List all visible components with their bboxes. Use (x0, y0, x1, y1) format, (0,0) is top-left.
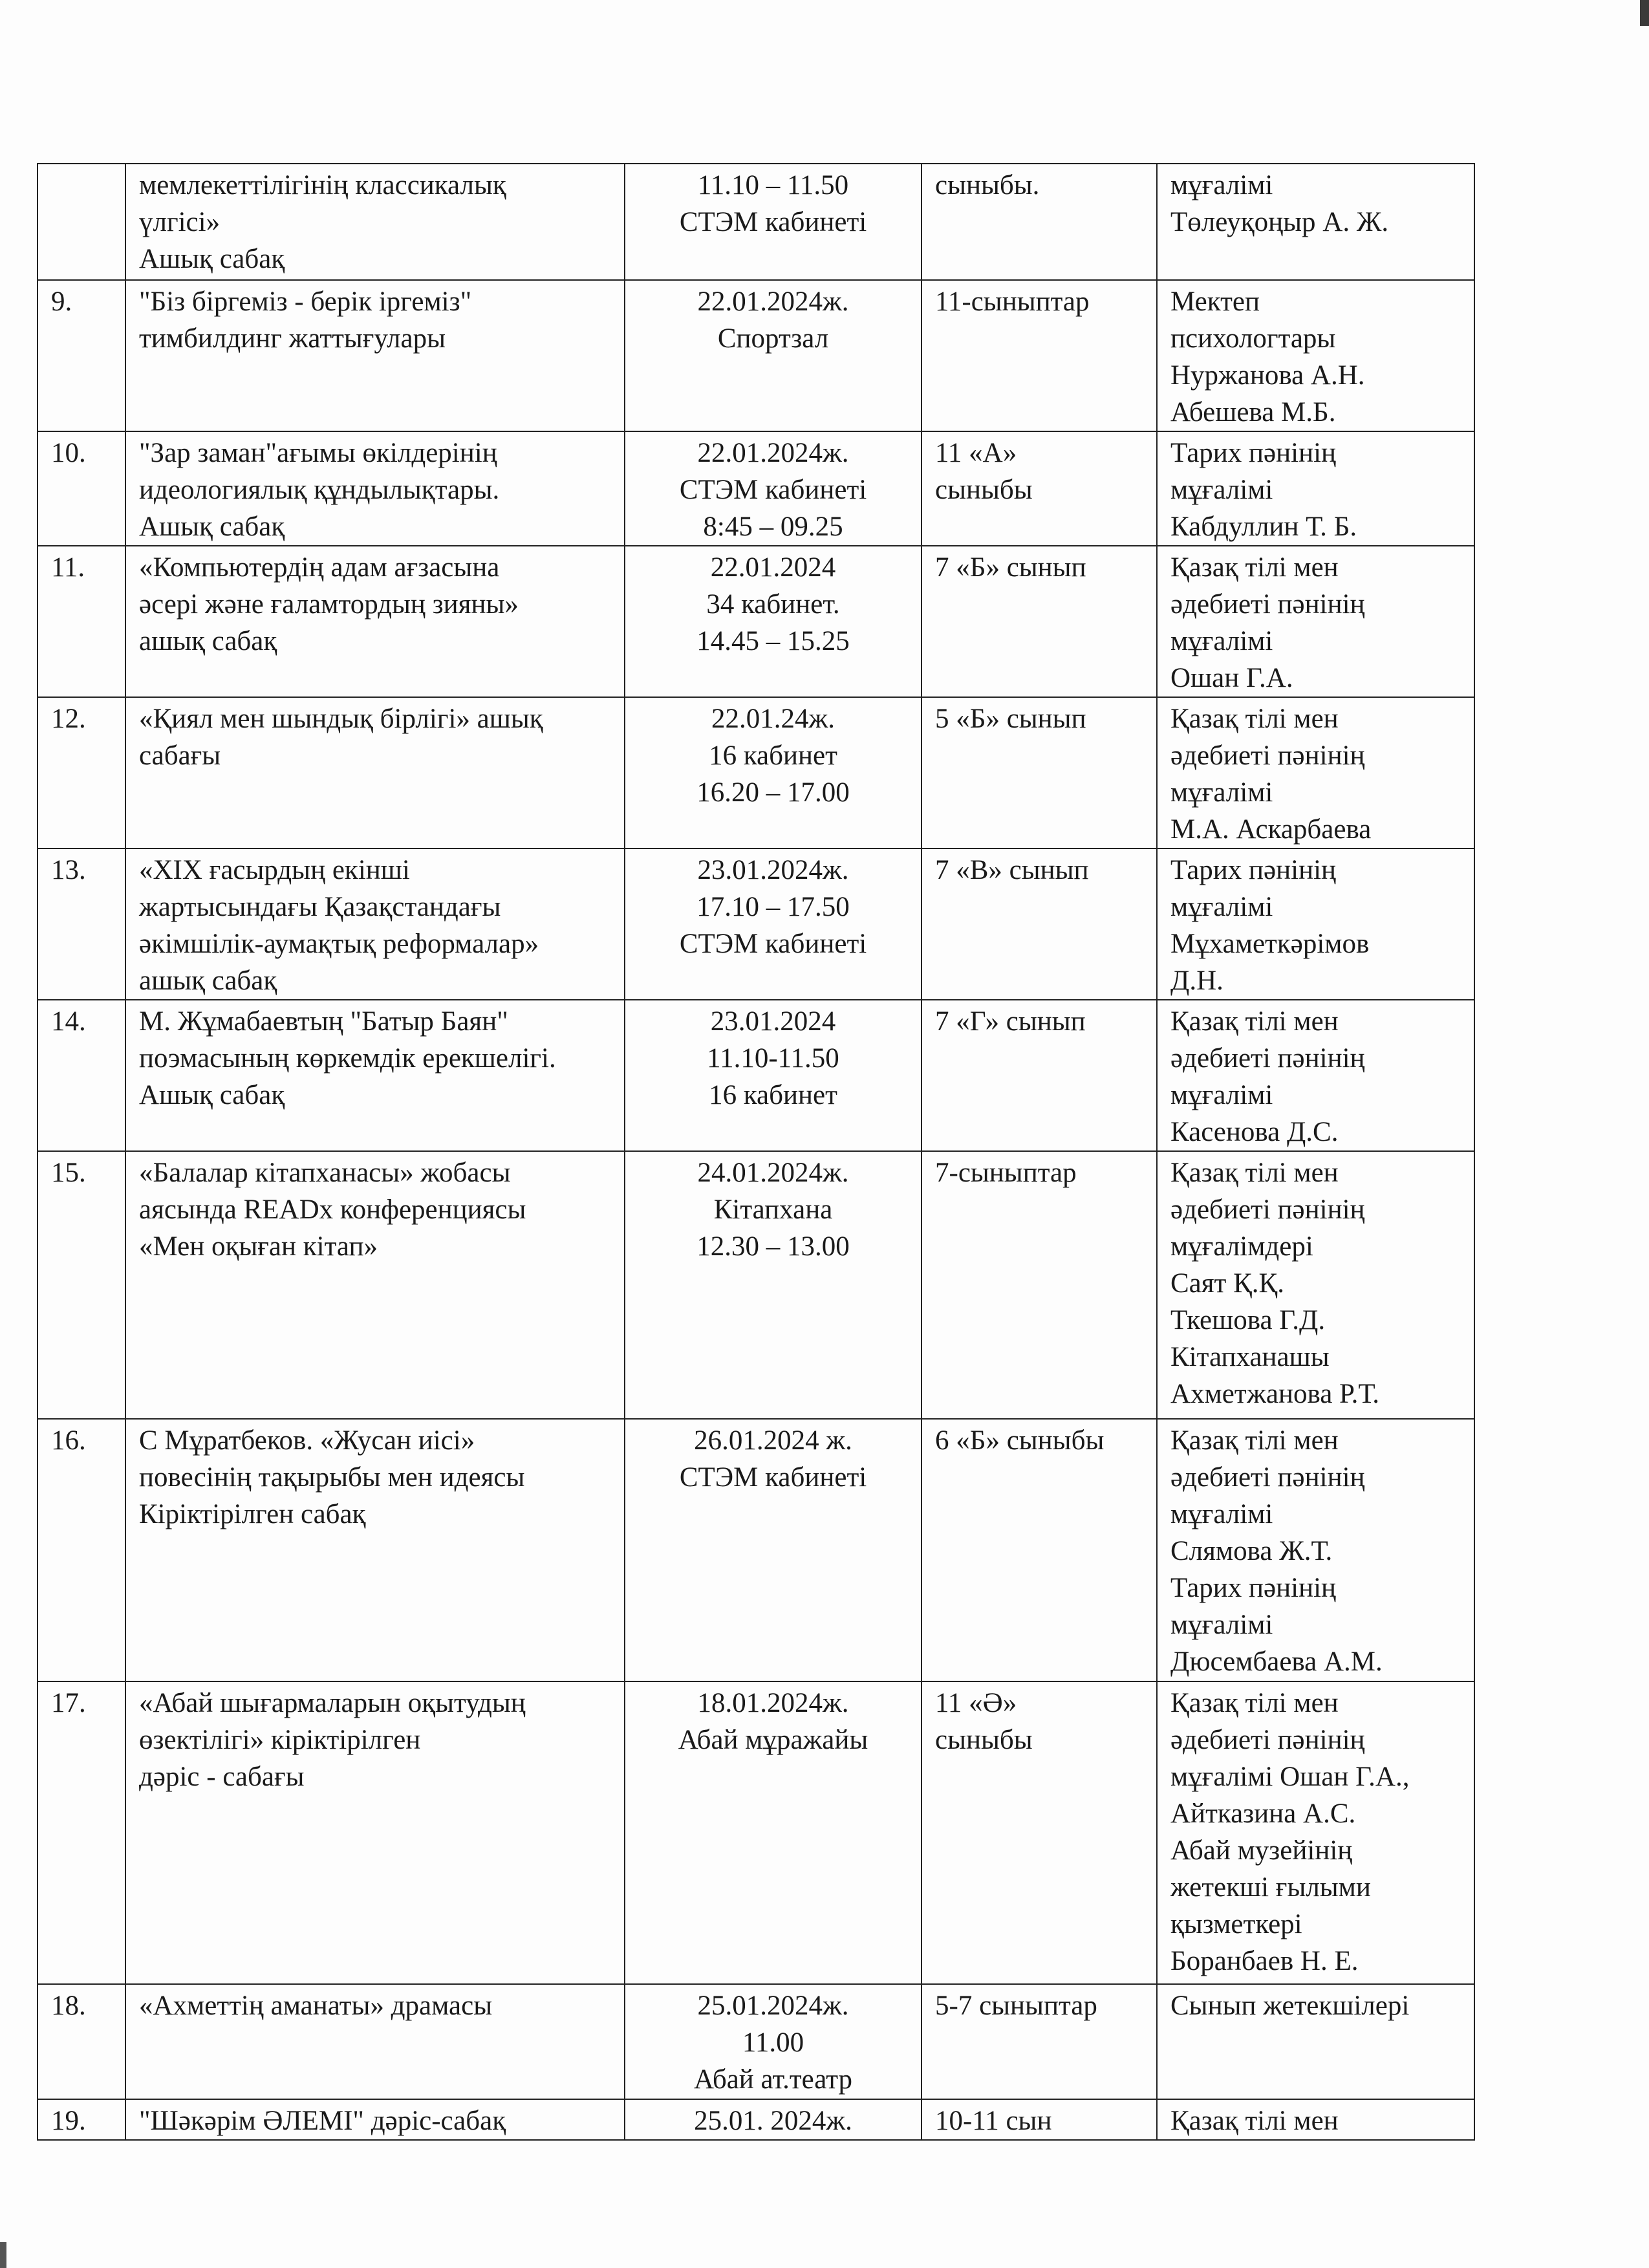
table-row (38, 164, 1474, 280)
event-date-place-cell (625, 2099, 921, 2140)
row-number-cell (38, 1151, 125, 1419)
event-title-line: М. Жұмабаевтың "Батыр Баян" (139, 1006, 508, 1037)
event-title-line: "Шәкәрім ӘЛЕМІ" дәріс-сабақ (139, 2106, 506, 2136)
table-row (38, 2099, 1474, 2140)
events-table-body (38, 164, 1474, 2140)
participants-cell (921, 1984, 1157, 2099)
event-date-place-line: 11.10 – 11.50 (697, 170, 849, 200)
event-title-line: идеологиялық құндылықтары. (139, 475, 500, 505)
event-date-place-cell (625, 164, 921, 280)
participants-line: 5 «Б» сынып (935, 704, 1086, 734)
responsible-persons-line: Қазақ тілі мен (1170, 1425, 1339, 1456)
table-row (38, 697, 1474, 848)
responsible-persons-line: Сынып жетекшілері (1170, 1991, 1410, 2021)
responsible-persons-line: Мектеп (1170, 286, 1260, 317)
row-number: 9. (51, 286, 72, 317)
responsible-persons-line: Тарих пәнінің (1170, 855, 1337, 885)
event-date-place-cell (625, 1984, 921, 2099)
responsible-persons-line: әдебиеті пәнінің (1170, 1194, 1365, 1225)
event-date-place-line: 22.01.2024 (710, 552, 836, 583)
responsible-persons-line: мұғалімі (1170, 1499, 1273, 1529)
event-title-line: Кіріктірілген сабақ (139, 1499, 366, 1529)
event-title-line: «Балалар кітапханасы» жобасы (139, 1158, 511, 1188)
event-date-place-cell (625, 546, 921, 697)
row-number-cell (38, 697, 125, 848)
event-date-place-line: СТЭМ кабинеті (679, 475, 867, 505)
event-date-place-line: Абай мұражайы (678, 1725, 868, 1755)
event-date-place-line: 16 кабинет (709, 1080, 837, 1110)
event-title-cell (125, 164, 625, 280)
row-number-cell (38, 164, 125, 280)
event-date-place-line: 22.01.24ж. (711, 704, 835, 734)
responsible-persons-line: мұғалімі (1170, 1080, 1273, 1110)
event-title-line: "Біз біргеміз - берік іргеміз" (139, 286, 472, 317)
table-row (38, 280, 1474, 431)
row-number-cell (38, 848, 125, 1000)
event-date-place-line: 22.01.2024ж. (697, 286, 849, 317)
participants-line: 7 «В» сынып (935, 855, 1089, 885)
responsible-persons-cell (1157, 164, 1474, 280)
participants-line: 11 «А» (935, 438, 1017, 468)
responsible-persons-line: Айтказина А.С. (1170, 1798, 1356, 1829)
event-title-line: повесінің тақырыбы мен идеясы (139, 1462, 525, 1493)
row-number: 11. (51, 552, 85, 583)
event-date-place-line: СТЭМ кабинеті (679, 929, 867, 959)
event-title-cell (125, 1984, 625, 2099)
responsible-persons-cell (1157, 697, 1474, 848)
event-title-line: ашық сабақ (139, 626, 277, 656)
event-title-line: «Абай шығармаларын оқытудың (139, 1688, 526, 1718)
row-number: 18. (51, 1991, 86, 2021)
event-title-line: әсері және ғаламтордың зияны» (139, 589, 519, 620)
event-title-line: тимбилдинг жаттығулары (139, 323, 446, 354)
event-date-place-line: СТЭМ кабинеті (679, 207, 867, 237)
responsible-persons-line: Нуржанова А.Н. (1170, 360, 1365, 391)
participants-line: 7 «Г» сынып (935, 1006, 1086, 1037)
responsible-persons-cell (1157, 546, 1474, 697)
event-title-line: жартысындағы Қазақстандағы (139, 892, 501, 922)
responsible-persons-cell (1157, 1681, 1474, 1984)
responsible-persons-line: психологтары (1170, 323, 1336, 354)
responsible-persons-line: Төлеуқоңыр А. Ж. (1170, 207, 1389, 237)
event-title-line: «ХІХ ғасырдың екінші (139, 855, 410, 885)
responsible-persons-line: Ошан Г.А. (1170, 663, 1293, 693)
responsible-persons-line: әдебиеті пәнінің (1170, 740, 1365, 771)
participants-line: 7 «Б» сынып (935, 552, 1086, 583)
responsible-persons-line: мұғалімі Ошан Г.А., (1170, 1762, 1410, 1792)
event-date-place-line: 24.01.2024ж. (697, 1158, 849, 1188)
event-title-cell (125, 546, 625, 697)
responsible-persons-line: Кабдуллин Т. Б. (1170, 512, 1357, 542)
participants-cell (921, 1000, 1157, 1151)
responsible-persons-line: Қазақ тілі мен (1170, 2106, 1339, 2136)
row-number: 12. (51, 704, 86, 734)
table-row (38, 1984, 1474, 2099)
row-number-cell (38, 280, 125, 431)
event-date-place-line: 16.20 – 17.00 (696, 777, 850, 808)
responsible-persons-line: Абай музейінің (1170, 1835, 1353, 1866)
responsible-persons-line: Боранбаев Н. Е. (1170, 1946, 1359, 1976)
event-title-cell (125, 848, 625, 1000)
responsible-persons-line: мұғалімі (1170, 170, 1273, 200)
row-number-cell (38, 1681, 125, 1984)
participants-line: 5-7 сыныптар (935, 1991, 1097, 2021)
table-row (38, 546, 1474, 697)
event-title-line: мемлекеттілігінің классикалық (139, 170, 506, 200)
participants-line: сыныбы (935, 1725, 1033, 1755)
event-date-place-cell (625, 848, 921, 1000)
responsible-persons-line: Қазақ тілі мен (1170, 1688, 1339, 1718)
event-date-place-cell (625, 1151, 921, 1419)
responsible-persons-line: Слямова Ж.Т. (1170, 1536, 1333, 1566)
event-date-place-line: Абай ат.театр (693, 2064, 853, 2095)
participants-line: 10-11 сын (935, 2106, 1052, 2136)
responsible-persons-line: әдебиеті пәнінің (1170, 1725, 1365, 1755)
responsible-persons-line: мұғалімі (1170, 777, 1273, 808)
event-date-place-cell (625, 431, 921, 546)
participants-line: 11-сыныптар (935, 286, 1090, 317)
event-title-cell (125, 431, 625, 546)
responsible-persons-line: Қазақ тілі мен (1170, 704, 1339, 734)
responsible-persons-cell (1157, 1984, 1474, 2099)
responsible-persons-line: Қазақ тілі мен (1170, 1158, 1339, 1188)
participants-line: 6 «Б» сыныбы (935, 1425, 1105, 1456)
row-number: 13. (51, 855, 86, 885)
event-date-place-line: 23.01.2024ж. (697, 855, 849, 885)
responsible-persons-line: жетекші ғылыми (1170, 1872, 1371, 1903)
row-number-cell (38, 431, 125, 546)
responsible-persons-cell (1157, 848, 1474, 1000)
event-date-place-line: 11.00 (742, 2027, 804, 2058)
table-row (38, 1151, 1474, 1419)
table-row (38, 1000, 1474, 1151)
event-date-place-line: 18.01.2024ж. (697, 1688, 849, 1718)
row-number: 10. (51, 438, 86, 468)
event-date-place-line: 23.01.2024 (710, 1006, 836, 1037)
participants-line: сыныбы (935, 475, 1033, 505)
participants-cell (921, 280, 1157, 431)
responsible-persons-line: мұғалімі (1170, 626, 1273, 656)
table-row (38, 1681, 1474, 1984)
event-date-place-line: 25.01. 2024ж. (694, 2106, 852, 2136)
event-title-cell (125, 1419, 625, 1681)
responsible-persons-line: мұғалімі (1170, 475, 1273, 505)
responsible-persons-line: әдебиеті пәнінің (1170, 1462, 1365, 1493)
event-date-place-line: Кітапхана (713, 1194, 833, 1225)
responsible-persons-cell (1157, 1000, 1474, 1151)
event-date-place-line: 22.01.2024ж. (697, 438, 849, 468)
responsible-persons-line: қызметкері (1170, 1909, 1302, 1939)
events-table (37, 163, 1475, 2141)
event-title-line: дәріс - сабағы (139, 1762, 305, 1792)
event-title-line: «Қиял мен шындық бірлігі» ашық (139, 704, 543, 734)
responsible-persons-line: Кітапханашы (1170, 1342, 1330, 1372)
responsible-persons-line: Касенова Д.С. (1170, 1117, 1339, 1147)
responsible-persons-line: Тарих пәнінің (1170, 1573, 1337, 1603)
row-number: 19. (51, 2106, 86, 2136)
event-date-place-line: 12.30 – 13.00 (696, 1231, 850, 1262)
event-title-cell (125, 697, 625, 848)
event-title-line: "Зар заман"ағымы өкілдерінің (139, 438, 497, 468)
participants-cell (921, 1681, 1157, 1984)
participants-cell (921, 1419, 1157, 1681)
responsible-persons-line: мұғалімі (1170, 892, 1273, 922)
scan-bottom-mark (0, 2242, 6, 2268)
participants-cell (921, 164, 1157, 280)
responsible-persons-line: мұғалімі (1170, 1610, 1273, 1640)
event-date-place-line: 17.10 – 17.50 (696, 892, 850, 922)
responsible-persons-line: Дюсембаева А.М. (1170, 1647, 1383, 1677)
participants-cell (921, 1151, 1157, 1419)
event-date-place-cell (625, 1681, 921, 1984)
participants-line: 11 «Ә» (935, 1688, 1017, 1718)
row-number: 14. (51, 1006, 86, 1037)
responsible-persons-line: Тарих пәнінің (1170, 438, 1337, 468)
row-number: 17. (51, 1688, 86, 1718)
participants-cell (921, 2099, 1157, 2140)
event-date-place-line: 14.45 – 15.25 (696, 626, 850, 656)
event-title-line: үлгісі» (139, 207, 221, 237)
table-row (38, 431, 1474, 546)
event-date-place-line: 25.01.2024ж. (697, 1991, 849, 2021)
responsible-persons-line: М.А. Аскарбаева (1170, 814, 1372, 845)
row-number-cell (38, 2099, 125, 2140)
event-title-line: әкімшілік-аумақтық реформалар» (139, 929, 539, 959)
participants-cell (921, 697, 1157, 848)
event-title-cell (125, 280, 625, 431)
event-date-place-cell (625, 1419, 921, 1681)
event-date-place-cell (625, 1000, 921, 1151)
responsible-persons-cell (1157, 1151, 1474, 1419)
responsible-persons-cell (1157, 1419, 1474, 1681)
row-number-cell (38, 1419, 125, 1681)
event-date-place-cell (625, 697, 921, 848)
participants-cell (921, 546, 1157, 697)
event-title-line: аясында READх конференциясы (139, 1194, 526, 1225)
responsible-persons-line: Д.Н. (1170, 966, 1223, 996)
row-number: 15. (51, 1158, 86, 1188)
responsible-persons-line: Саят Қ.Қ. (1170, 1268, 1284, 1299)
responsible-persons-cell (1157, 431, 1474, 546)
event-title-cell (125, 1681, 625, 1984)
event-title-line: «Компьютердің адам ағзасына (139, 552, 500, 583)
event-title-line: Ашық сабақ (139, 244, 285, 274)
event-title-line: «Ахметтің аманаты» драмасы (139, 1991, 493, 2021)
event-title-line: сабағы (139, 740, 221, 771)
event-title-cell (125, 1000, 625, 1151)
event-date-place-cell (625, 280, 921, 431)
event-title-line: Ашық сабақ (139, 512, 285, 542)
scan-edge-mark (1640, 0, 1649, 26)
row-number-cell (38, 1984, 125, 2099)
table-row (38, 1419, 1474, 1681)
responsible-persons-line: әдебиеті пәнінің (1170, 1043, 1365, 1074)
event-date-place-line: 11.10-11.50 (707, 1043, 839, 1074)
event-date-place-line: СТЭМ кабинеті (679, 1462, 867, 1493)
event-title-line: өзектілігі» кіріктірілген (139, 1725, 421, 1755)
event-date-place-line: 16 кабинет (709, 740, 837, 771)
event-date-place-line: 8:45 – 09.25 (703, 512, 843, 542)
responsible-persons-line: Абешева М.Б. (1170, 397, 1336, 427)
table-row (38, 848, 1474, 1000)
row-number: 16. (51, 1425, 86, 1456)
row-number-cell (38, 1000, 125, 1151)
event-date-place-line: 26.01.2024 ж. (694, 1425, 852, 1456)
event-title-line: С Мұратбеков. «Жусан иісі» (139, 1425, 475, 1456)
event-title-cell (125, 1151, 625, 1419)
participants-cell (921, 848, 1157, 1000)
event-title-line: поэмасының көркемдік ерекшелігі. (139, 1043, 556, 1074)
responsible-persons-line: Ткешова Г.Д. (1170, 1305, 1326, 1335)
responsible-persons-line: әдебиеті пәнінің (1170, 589, 1365, 620)
responsible-persons-cell (1157, 280, 1474, 431)
participants-cell (921, 431, 1157, 546)
participants-line: сыныбы. (935, 170, 1040, 200)
responsible-persons-line: мұғалімдері (1170, 1231, 1313, 1262)
row-number-cell (38, 546, 125, 697)
participants-line: 7-сыныптар (935, 1158, 1077, 1188)
responsible-persons-line: Қазақ тілі мен (1170, 1006, 1339, 1037)
event-title-line: ашық сабақ (139, 966, 277, 996)
responsible-persons-line: Ахметжанова Р.Т. (1170, 1379, 1380, 1409)
event-title-line: Ашық сабақ (139, 1080, 285, 1110)
responsible-persons-line: Мұхаметкәрімов (1170, 929, 1370, 959)
responsible-persons-line: Қазақ тілі мен (1170, 552, 1339, 583)
event-title-line: «Мен оқыған кітап» (139, 1231, 378, 1262)
event-title-cell (125, 2099, 625, 2140)
event-date-place-line: Спортзал (717, 323, 829, 354)
event-date-place-line: 34 кабинет. (706, 589, 840, 620)
responsible-persons-cell (1157, 2099, 1474, 2140)
